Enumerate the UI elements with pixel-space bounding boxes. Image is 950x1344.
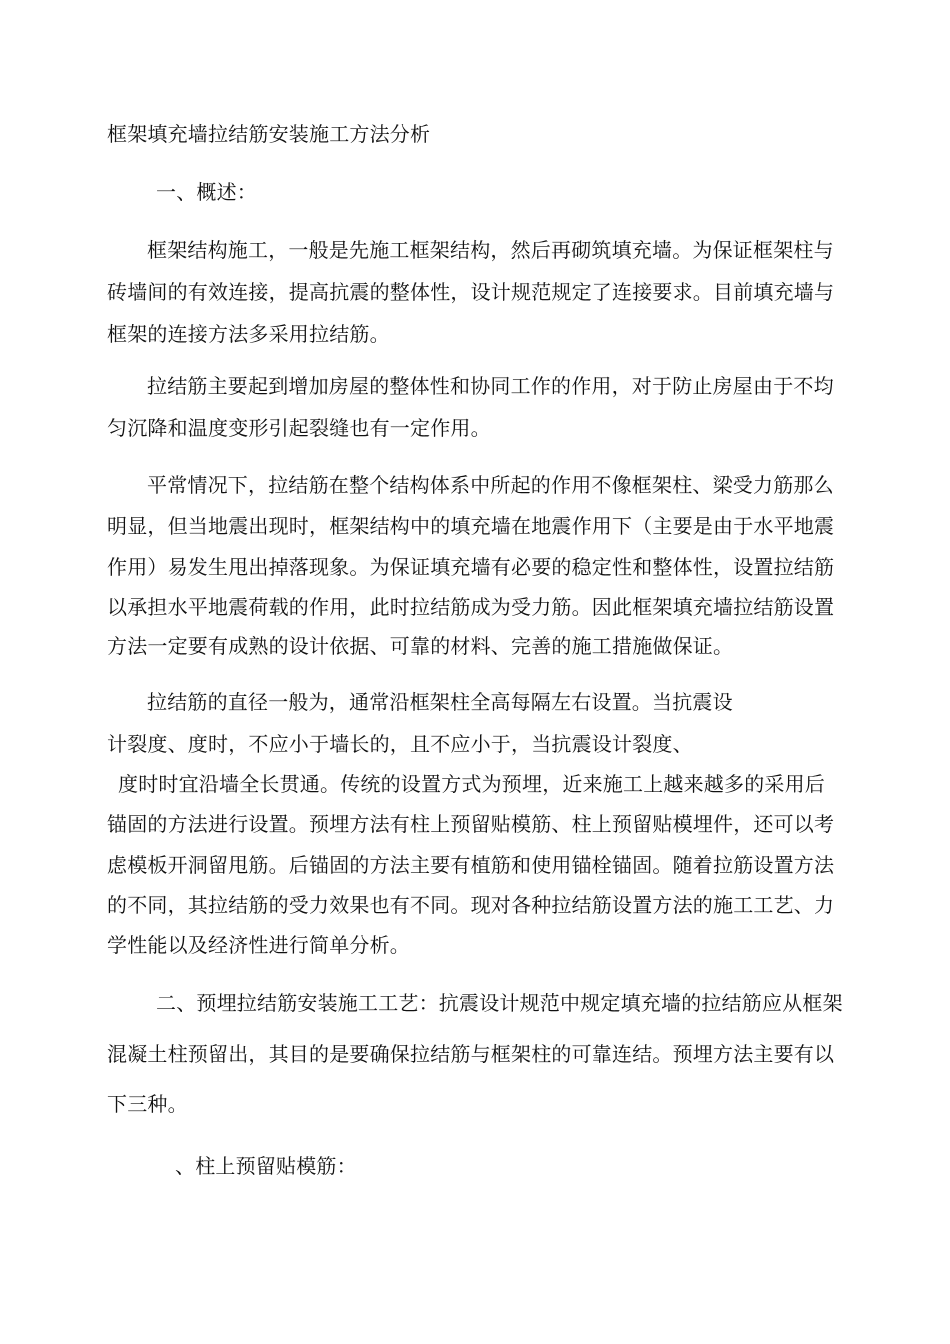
paragraph-4-line-4: 锚固的方法进行设置。预埋方法有柱上预留贴模筋、柱上预留贴模埋件，还可以考	[107, 812, 835, 836]
paragraph-4-line-1: 拉结筋的直径一般为，通常沿框架柱全高每隔左右设置。当抗震设	[147, 690, 733, 714]
paragraph-4-line-5: 虑模板开洞留甩筋。后锚固的方法主要有植筋和使用锚栓锚固。随着拉筋设置方法	[107, 853, 835, 877]
paragraph-3-line-1: 平常情况下，拉结筋在整个结构体系中所起的作用不像框架柱、梁受力筋那么	[147, 473, 834, 497]
paragraph-3-line-5: 方法一定要有成熟的设计依据、可靠的材料、完善的施工措施做保证。	[107, 634, 734, 658]
document-title: 框架填充墙拉结筋安装施工方法分析	[107, 122, 431, 146]
paragraph-4-line-7: 学性能以及经济性进行简单分析。	[107, 933, 410, 957]
paragraph-3-line-4: 以承担水平地震荷载的作用，此时拉结筋成为受力筋。因此框架填充墙拉结筋设置	[107, 595, 835, 619]
paragraph-4-line-6: 的不同，其拉结筋的受力效果也有不同。现对各种拉结筋设置方法的施工工艺、力	[107, 893, 835, 917]
subheading-column-embedded-bars: 、柱上预留贴模筋：	[175, 1154, 357, 1178]
paragraph-1-line-1: 框架结构施工，一般是先施工框架结构，然后再砌筑填充墙。为保证框架柱与	[147, 238, 834, 262]
paragraph-3-line-2: 明显，但当地震出现时，框架结构中的填充墙在地震作用下（主要是由于水平地震	[107, 514, 835, 538]
paragraph-5-line-1: 二、预埋拉结筋安装施工工艺：抗震设计规范中规定填充墙的拉结筋应从框架	[156, 991, 843, 1015]
paragraph-5-line-3: 下三种。	[107, 1092, 188, 1116]
paragraph-2-line-1: 拉结筋主要起到增加房屋的整体性和协同工作的作用，对于防止房屋由于不均	[147, 374, 834, 398]
paragraph-1-line-2: 砖墙间的有效连接，提高抗震的整体性，设计规范规定了连接要求。目前填充墙与	[107, 280, 835, 304]
paragraph-2-line-2: 匀沉降和温度变形引起裂缝也有一定作用。	[107, 416, 491, 440]
paragraph-3-line-3: 作用）易发生甩出掉落现象。为保证填充墙有必要的稳定性和整体性，设置拉结筋	[107, 555, 835, 579]
paragraph-5-line-2: 混凝土柱预留出，其目的是要确保拉结筋与框架柱的可靠连结。预埋方法主要有以	[107, 1042, 835, 1066]
paragraph-1-line-3: 框架的连接方法多采用拉结筋。	[107, 322, 390, 346]
section-heading-overview: 一、概述：	[156, 180, 257, 204]
paragraph-4-line-2: 计裂度、度时，不应小于墙长的，且不应小于，当抗震设计裂度、	[107, 732, 693, 756]
paragraph-4-line-3: 度时时宜沿墙全长贯通。传统的设置方式为预埋，近来施工上越来越多的采用后	[118, 772, 825, 796]
